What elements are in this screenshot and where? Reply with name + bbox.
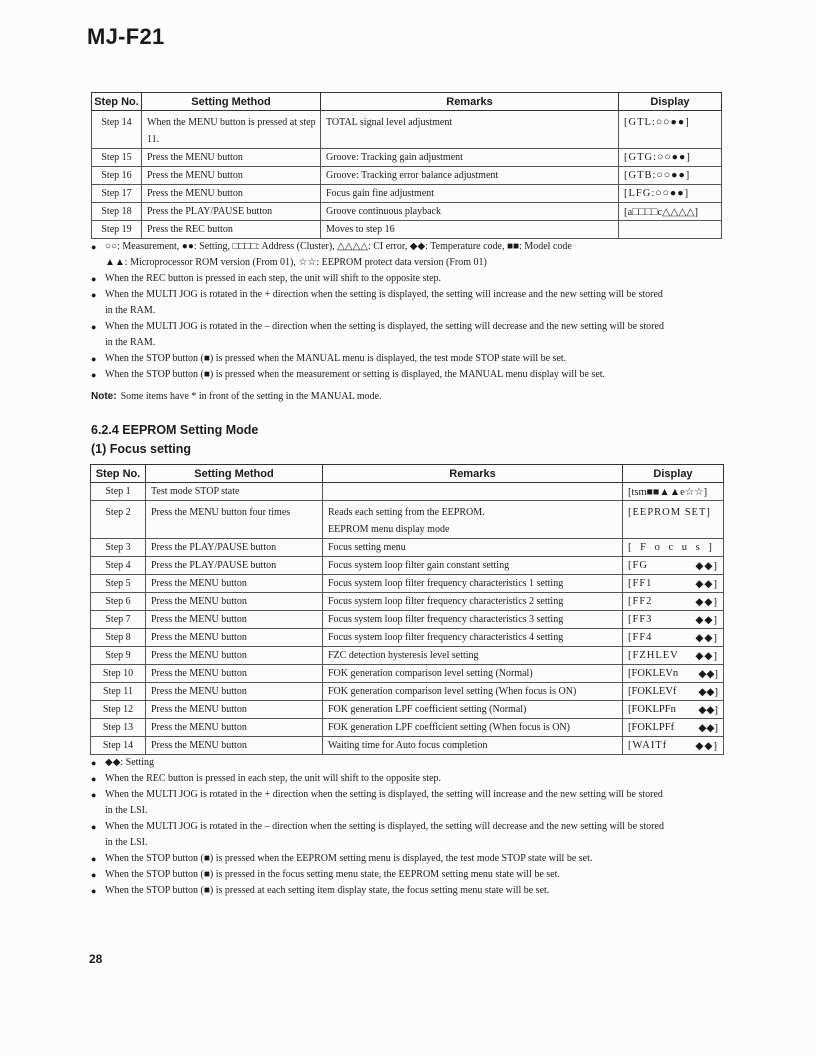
note-item-continuation: ▲▲: Microprocessor ROM version (From 01), ☆☆: EEPROM protect data version (From 01)	[105, 257, 487, 268]
method-cell: Press the MENU button	[146, 665, 323, 683]
section-heading: 6.2.4 EEPROM Setting Mode	[91, 423, 259, 437]
display-value: ◆◆]	[698, 668, 718, 680]
display-value: ◆◆]	[695, 650, 718, 662]
method-cell: Press the MENU button	[146, 611, 323, 629]
remarks-cell: TOTAL signal level adjustment	[321, 111, 619, 149]
table-row	[91, 665, 724, 683]
method-cell: Press the REC button	[142, 221, 321, 239]
display-cell	[619, 221, 722, 239]
remarks-cell: FOK generation LPF coefficient setting (Normal)	[323, 701, 623, 719]
display-cell: [ F o c u s ]	[623, 539, 724, 557]
note-item-continuation: in the RAM.	[105, 305, 156, 316]
remarks-cell	[323, 501, 623, 539]
remarks-cell: Waiting time for Auto focus completion	[323, 737, 623, 755]
table-row	[91, 701, 724, 719]
method-cell: Press the MENU button four times	[146, 501, 323, 539]
remarks-cell: Focus system loop filter frequency characteristics 2 setting	[323, 593, 623, 611]
note-paragraph	[91, 391, 382, 402]
note-item: ● When the REC button is pressed in each step, the unit will shift to the opposite step.	[91, 271, 731, 287]
remarks-line: Reads each setting from the EEPROM.	[328, 507, 485, 518]
focus-setting-table	[90, 464, 724, 755]
display-cell	[623, 683, 724, 701]
table-row	[91, 539, 724, 557]
table-row	[91, 575, 724, 593]
step-cell: Step 4	[91, 557, 146, 575]
display-value: ◆◆]	[695, 740, 718, 752]
remarks-cell: Groove continuous playback	[321, 203, 619, 221]
step-cell: Step 11	[91, 683, 146, 701]
display-cell: [GTB:○○●●]	[619, 167, 722, 185]
table-row	[92, 167, 722, 185]
method-cell: Press the MENU button	[142, 149, 321, 167]
display-cell: [LFG:○○●●]	[619, 185, 722, 203]
method-cell: Press the MENU button	[146, 593, 323, 611]
subsection-heading: (1) Focus setting	[91, 442, 192, 456]
display-label: [FOKLPFf	[628, 722, 675, 733]
column-header-method: Setting Method	[146, 465, 323, 483]
display-label: [FOKLEVn	[628, 668, 679, 679]
table-row	[91, 719, 724, 737]
note-item-continuation: in the LSI.	[105, 805, 148, 816]
column-header-display: Display	[619, 93, 722, 111]
table-row	[92, 221, 722, 239]
display-cell	[623, 611, 724, 629]
display-label: [FF1	[628, 578, 653, 589]
step-cell: Step 6	[91, 593, 146, 611]
column-header-step: Step No.	[92, 93, 142, 111]
note-item: ● When the STOP button (■) is pressed in the focus setting menu state, the EEPROM setting menu state will be set.	[91, 867, 731, 883]
note-item-continuation: in the RAM.	[105, 337, 156, 348]
remarks-cell: Focus system loop filter frequency characteristics 1 setting	[323, 575, 623, 593]
step-cell: Step 13	[91, 719, 146, 737]
step-cell: Step 14	[91, 737, 146, 755]
display-cell	[623, 629, 724, 647]
display-label: [FOKLPFn	[628, 704, 676, 715]
step-cell: Step 10	[91, 665, 146, 683]
remarks-cell: FOK generation comparison level setting (When focus is ON)	[323, 683, 623, 701]
method-cell: Press the PLAY/PAUSE button	[146, 539, 323, 557]
method-cell: Press the MENU button	[146, 629, 323, 647]
column-header-remarks: Remarks	[321, 93, 619, 111]
remarks-cell: Focus system loop filter frequency characteristics 3 setting	[323, 611, 623, 629]
display-value: ◆◆]	[698, 704, 718, 716]
note-label: Note:	[91, 391, 117, 402]
display-cell: [tsm■■▲▲e☆☆]	[623, 483, 724, 501]
table-header-row	[92, 93, 722, 111]
table-row	[91, 501, 724, 539]
step-cell: Step 19	[92, 221, 142, 239]
remarks-cell: Groove: Tracking gain adjustment	[321, 149, 619, 167]
note-item: ● When the MULTI JOG is rotated in the + direction when the setting is displayed, the setting will increase and the new setting will be stored	[91, 787, 731, 803]
remarks-cell: Focus gain fine adjustment	[321, 185, 619, 203]
model-title: MJ-F21	[87, 24, 165, 49]
display-value: ◆◆]	[698, 686, 718, 698]
display-cell: [GTG:○○●●]	[619, 149, 722, 167]
display-cell	[623, 557, 724, 575]
step-cell: Step 14	[92, 111, 142, 149]
remarks-cell	[323, 483, 623, 501]
display-label: [FF2	[628, 596, 653, 607]
display-cell	[623, 701, 724, 719]
table-row	[91, 647, 724, 665]
column-header-remarks: Remarks	[323, 465, 623, 483]
method-cell: Press the MENU button	[146, 647, 323, 665]
method-cell: Press the PLAY/PAUSE button	[146, 557, 323, 575]
display-cell	[623, 575, 724, 593]
column-header-step: Step No.	[91, 465, 146, 483]
note-item: ● When the MULTI JOG is rotated in the – direction when the setting is displayed, the setting will decrease and the new setting will be stored	[91, 319, 731, 335]
note-item: ● When the STOP button (■) is pressed at each setting item display state, the focus setting menu state will be set.	[91, 883, 731, 899]
page-number: 28	[89, 952, 103, 966]
display-value: ◆◆]	[695, 614, 718, 626]
remarks-cell: Focus system loop filter gain constant setting	[323, 557, 623, 575]
display-label: [FF3	[628, 614, 653, 625]
display-label: [FOKLEVf	[628, 686, 677, 697]
column-header-method: Setting Method	[142, 93, 321, 111]
step-cell: Step 2	[91, 501, 146, 539]
table-row	[92, 111, 722, 149]
remarks-cell: Focus system loop filter frequency characteristics 4 setting	[323, 629, 623, 647]
method-cell: Press the MENU button	[146, 575, 323, 593]
manual-mode-steps-table	[91, 92, 722, 239]
focus-notes-list	[91, 755, 731, 899]
display-value: ◆◆]	[695, 596, 718, 608]
table-row	[91, 557, 724, 575]
note-item: ● When the REC button is pressed in each step, the unit will shift to the opposite step.	[91, 771, 731, 787]
display-cell: [GTL:○○●●]	[619, 111, 722, 149]
note-text: Some items have * in front of the setting in the MANUAL mode.	[120, 391, 382, 402]
table-row	[91, 629, 724, 647]
method-cell: Press the MENU button	[142, 167, 321, 185]
note-item: ● When the MULTI JOG is rotated in the + direction when the setting is displayed, the setting will increase and the new setting will be stored	[91, 287, 731, 303]
step-cell: Step 5	[91, 575, 146, 593]
display-cell	[623, 737, 724, 755]
remarks-cell: Focus setting menu	[323, 539, 623, 557]
display-cell	[623, 665, 724, 683]
method-cell: Press the MENU button	[146, 737, 323, 755]
remarks-cell: FOK generation comparison level setting (Normal)	[323, 665, 623, 683]
table-row	[91, 683, 724, 701]
note-item: ● When the STOP button (■) is pressed when the EEPROM setting menu is displayed, the test mode STOP state will be set.	[91, 851, 731, 867]
note-item: ● ◆◆: Setting	[91, 755, 731, 771]
step-cell: Step 7	[91, 611, 146, 629]
table-row	[92, 149, 722, 167]
note-item: ● When the STOP button (■) is pressed when the measurement or setting is displayed, the MANUAL menu display will be set.	[91, 367, 731, 383]
display-label: [WAITf	[628, 740, 668, 751]
remarks-cell: Moves to step 16	[321, 221, 619, 239]
step-cell: Step 1	[91, 483, 146, 501]
method-cell: Press the MENU button	[146, 701, 323, 719]
display-value: ◆◆]	[695, 560, 718, 572]
step-cell: Step 17	[92, 185, 142, 203]
step-cell: Step 12	[91, 701, 146, 719]
display-label: [FZHLEV	[628, 650, 679, 661]
display-cell: [a□□□□c△△△△]	[619, 203, 722, 221]
display-value: ◆◆]	[695, 632, 718, 644]
method-cell: Press the PLAY/PAUSE button	[142, 203, 321, 221]
display-cell	[623, 593, 724, 611]
table-row	[91, 737, 724, 755]
step-cell: Step 16	[92, 167, 142, 185]
note-item: ● When the MULTI JOG is rotated in the – direction when the setting is displayed, the setting will decrease and the new setting will be stored	[91, 819, 731, 835]
display-cell	[623, 647, 724, 665]
column-header-display: Display	[623, 465, 724, 483]
display-label: [FF4	[628, 632, 653, 643]
step-cell: Step 9	[91, 647, 146, 665]
display-cell	[623, 719, 724, 737]
method-cell: Press the MENU button	[146, 719, 323, 737]
display-value: ◆◆]	[695, 578, 718, 590]
remarks-cell: FZC detection hysteresis level setting	[323, 647, 623, 665]
table-row	[92, 185, 722, 203]
note-item-continuation: in the LSI.	[105, 837, 148, 848]
display-label: [FG	[628, 560, 648, 571]
step-cell: Step 18	[92, 203, 142, 221]
display-cell: [EEPROM SET]	[623, 501, 724, 539]
method-cell: Press the MENU button	[146, 683, 323, 701]
legend-notes-list	[91, 239, 731, 383]
remarks-cell: Groove: Tracking error balance adjustment	[321, 167, 619, 185]
display-value: ◆◆]	[698, 722, 718, 734]
method-cell: Test mode STOP state	[146, 483, 323, 501]
table-row	[91, 611, 724, 629]
remarks-cell: FOK generation LPF coefficient setting (When focus is ON)	[323, 719, 623, 737]
table-header-row	[91, 465, 724, 483]
table-row	[91, 593, 724, 611]
step-cell: Step 8	[91, 629, 146, 647]
remarks-line: EEPROM menu display mode	[328, 524, 450, 535]
method-cell: Press the MENU button	[142, 185, 321, 203]
step-cell: Step 15	[92, 149, 142, 167]
step-cell: Step 3	[91, 539, 146, 557]
table-row	[92, 203, 722, 221]
note-item: ● ○○: Measurement, ●●: Setting, □□□□: Address (Cluster), △△△△: CI error, ◆◆: Temperature code, ■■: Model code	[91, 239, 731, 255]
method-cell: When the MENU button is pressed at step 11.	[142, 111, 321, 149]
table-row	[91, 483, 724, 501]
note-item: ● When the STOP button (■) is pressed when the MANUAL menu is displayed, the test mode STOP state will be set.	[91, 351, 731, 367]
